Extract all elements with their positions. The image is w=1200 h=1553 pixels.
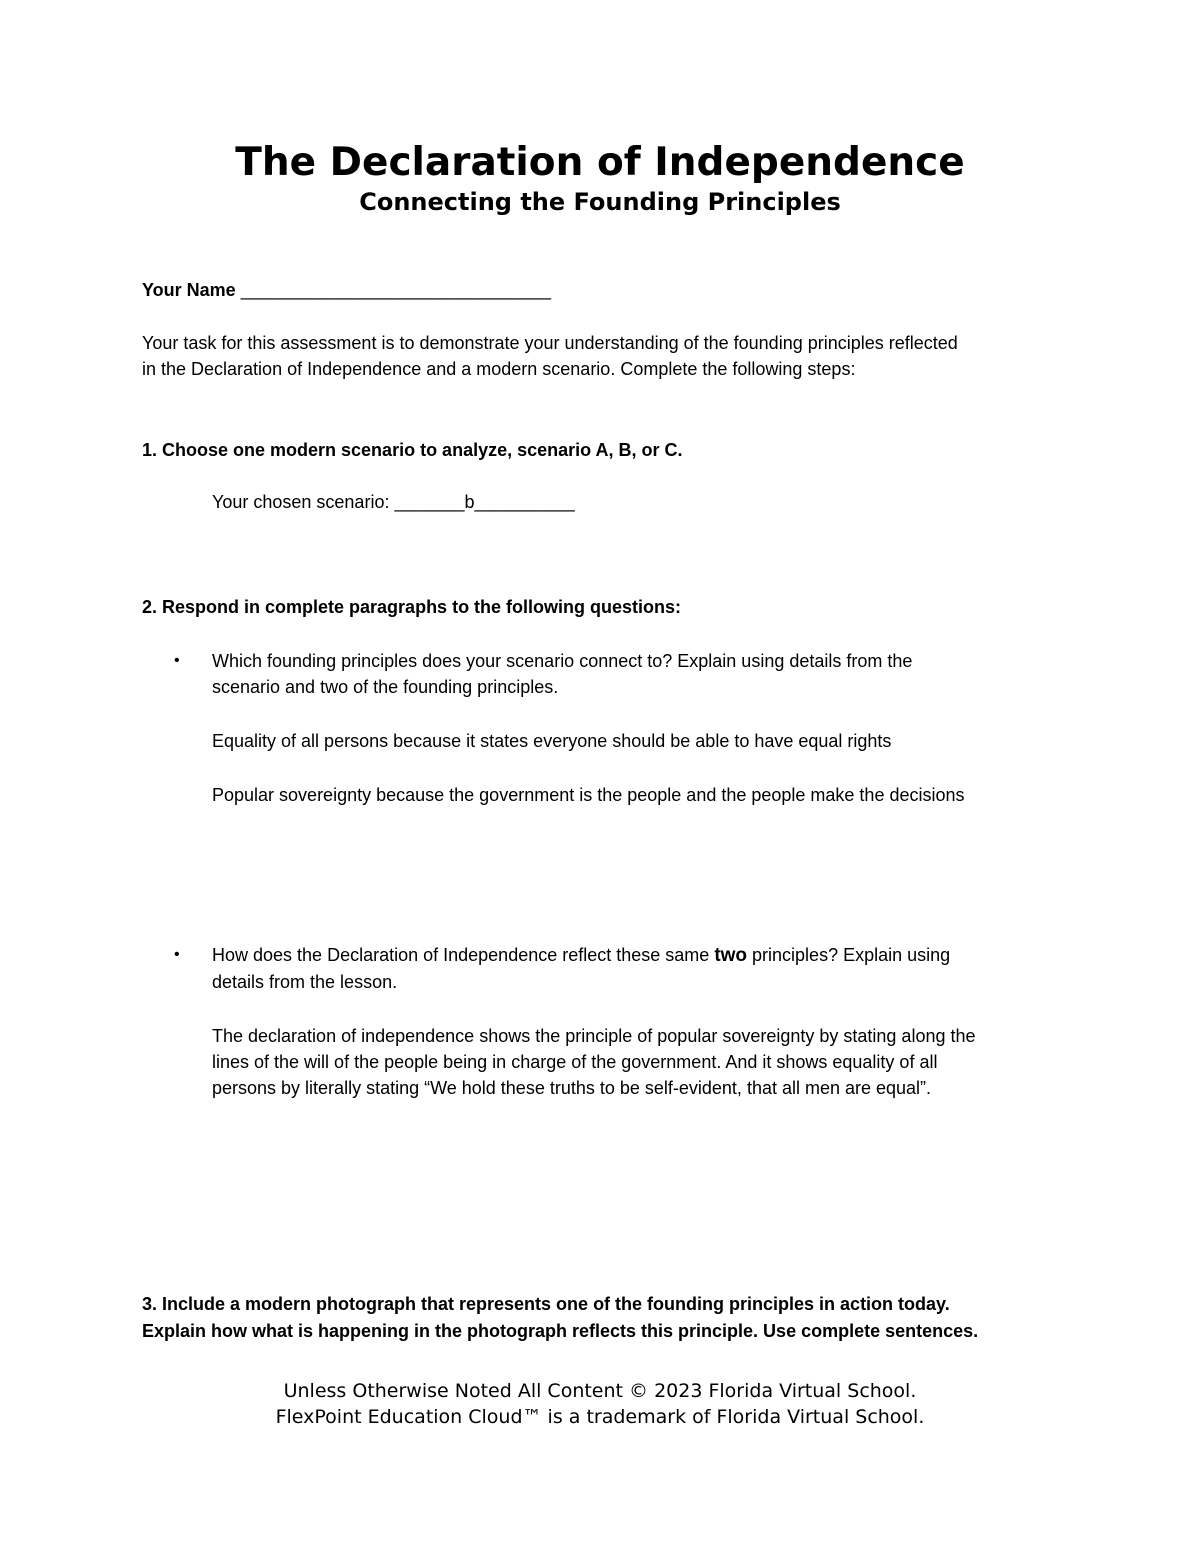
footer-copyright: Unless Otherwise Noted All Content © 2023 Florida Virtual School.	[283, 1380, 917, 1402]
question-2-text-a: How does the Declaration of Independence reflect these same	[212, 945, 715, 965]
name-input-line: _______________________________	[240, 280, 552, 300]
step3-line-2: Explain how what is happening in the photograph reflects this principle. Use complete sentences.	[142, 1321, 979, 1341]
document-subtitle: Connecting the Founding Principles	[359, 188, 841, 216]
step2-heading: 2. Respond in complete paragraphs to the following questions:	[142, 597, 682, 617]
question-2-emphasis: two	[714, 945, 748, 966]
answer-2-line-2: lines of the will of the people being in charge of the government. And it shows equality of all	[212, 1052, 938, 1072]
intro-line-1: Your task for this assessment is to demonstrate your understanding of the founding principles reflected	[142, 333, 958, 353]
document-title: The Declaration of Independence	[235, 140, 965, 185]
chosen-scenario-label: Your chosen scenario:	[212, 492, 390, 512]
answer-2-line-1: The declaration of independence shows the principle of popular sovereignty by stating along the	[212, 1026, 976, 1046]
chosen-scenario-value: _______b__________	[394, 492, 575, 512]
intro-line-2: in the Declaration of Independence and a modern scenario. Complete the following steps:	[142, 359, 856, 379]
question-2-text-b: principles? Explain using	[747, 945, 951, 965]
name-label: Your Name	[142, 280, 236, 300]
step3-line-1: 3. Include a modern photograph that represents one of the founding principles in action today.	[142, 1294, 950, 1314]
question-1-line-2: scenario and two of the founding principles.	[212, 677, 559, 697]
question-1-line-1: Which founding principles does your scenario connect to? Explain using details from the	[212, 651, 913, 671]
answer-2-line-3: persons by literally stating “We hold these truths to be self-evident, that all men are equal”.	[212, 1078, 932, 1098]
name-field	[142, 277, 551, 303]
bullet-icon: •	[174, 946, 180, 963]
question-2-line-1	[212, 942, 950, 969]
answer-1-paragraph-1: Equality of all persons because it states everyone should be able to have equal rights	[212, 731, 892, 751]
question-2-line-2: details from the lesson.	[212, 972, 398, 992]
step1-heading: 1. Choose one modern scenario to analyze, scenario A, B, or C.	[142, 440, 683, 460]
footer-trademark: FlexPoint Education Cloud™ is a trademark of Florida Virtual School.	[275, 1406, 925, 1428]
answer-1-paragraph-2: Popular sovereignty because the government is the people and the people make the decisions	[212, 785, 965, 805]
chosen-scenario	[212, 489, 575, 515]
bullet-icon: •	[174, 652, 180, 669]
